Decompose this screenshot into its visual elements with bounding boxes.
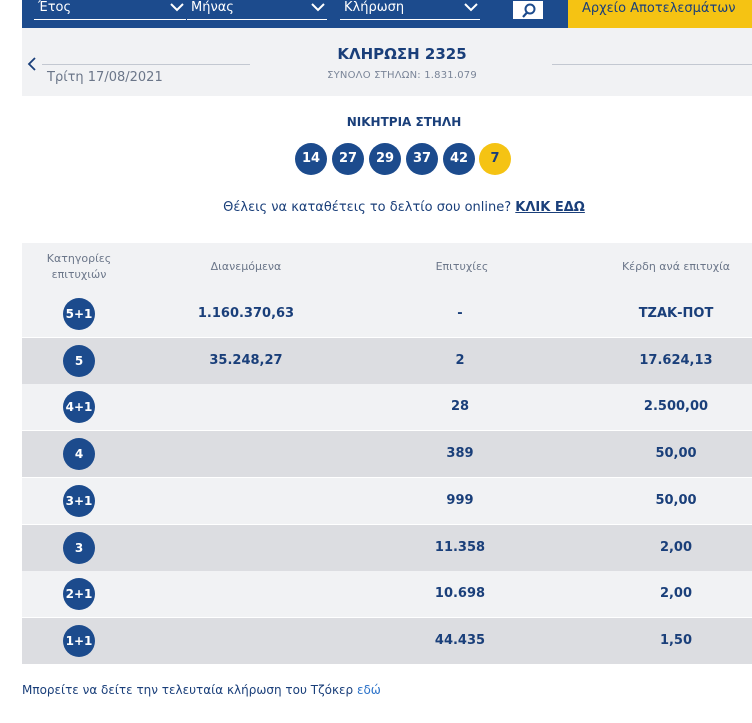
winners-value: 10.698 <box>434 586 486 601</box>
table-row <box>22 478 752 524</box>
header-winners: Επιτυχίες <box>435 260 489 273</box>
footer-note <box>22 683 381 697</box>
header-category: Κατηγορίες επιτυχιών <box>46 252 112 281</box>
table-row <box>22 431 752 477</box>
year-select[interactable] <box>34 0 186 20</box>
year-select-label: Έτος <box>38 0 72 15</box>
search-button[interactable] <box>512 0 544 20</box>
online-betting-prompt <box>0 200 752 215</box>
table-row <box>22 618 752 664</box>
draw-select-label: Κλήρωση <box>344 0 405 15</box>
winning-column-label: ΝΙΚΗΤΡΙΑ ΣΤΗΛΗ <box>346 115 462 129</box>
total-columns: ΣΥΝΟΛΟ ΣΤΗΛΩΝ: 1.831.079 <box>327 70 477 81</box>
category-badge: 1+1 <box>63 625 95 657</box>
prize-value: 2,00 <box>659 586 693 601</box>
prize-value: 50,00 <box>655 446 697 461</box>
category-badge: 5 <box>63 345 95 377</box>
winning-number-ball: 14 <box>295 143 327 175</box>
divider <box>552 64 752 65</box>
prize-value: 1,50 <box>659 633 693 648</box>
table-row <box>22 384 752 430</box>
results-archive-button[interactable]: Αρχείο Αποτελεσμάτων <box>568 0 752 28</box>
table-row <box>22 291 752 337</box>
category-badge: 4 <box>63 438 95 470</box>
winners-value: 28 <box>450 399 470 414</box>
winning-number-ball: 42 <box>443 143 475 175</box>
header-prize: Κέρδη ανά επιτυχία <box>621 260 731 273</box>
winners-value: 999 <box>446 493 474 508</box>
category-badge: 5+1 <box>63 298 95 330</box>
table-row <box>22 571 752 617</box>
category-badge: 3 <box>63 532 95 564</box>
distributed-value: 35.248,27 <box>209 353 283 368</box>
prize-value: 2,00 <box>659 540 693 555</box>
online-betting-text: Θέλεις να καταθέτεις το δελτίο σου online? <box>223 200 512 215</box>
header-distributed: Διανεμόμενα <box>210 260 282 273</box>
winners-value: 44.435 <box>434 633 486 648</box>
winning-number-ball: 27 <box>332 143 364 175</box>
draw-header <box>22 28 752 96</box>
category-badge: 3+1 <box>63 485 95 517</box>
draw-title: ΚΛΗΡΩΣΗ 2325 <box>337 45 467 63</box>
winning-number-ball: 37 <box>406 143 438 175</box>
winners-value: - <box>457 306 463 321</box>
prize-value: 17.624,13 <box>639 353 713 368</box>
winners-value: 389 <box>446 446 474 461</box>
table-row <box>22 525 752 571</box>
month-select-label: Μήνας <box>191 0 234 15</box>
click-here-link[interactable]: ΚΛΙΚ ΕΔΩ <box>515 200 585 215</box>
winning-number-ball: 29 <box>369 143 401 175</box>
distributed-value: 1.160.370,63 <box>197 306 295 321</box>
draw-select[interactable] <box>340 0 480 20</box>
top-filter-bar <box>22 0 752 28</box>
month-select[interactable] <box>187 0 327 20</box>
category-badge: 4+1 <box>63 391 95 423</box>
prize-value: 2.500,00 <box>643 399 709 414</box>
prize-value: ΤΖΑΚ-ΠΟΤ <box>638 306 714 321</box>
prize-value: 50,00 <box>655 493 697 508</box>
table-row <box>22 338 752 384</box>
table-header <box>22 243 752 291</box>
footer-here-link[interactable]: εδώ <box>356 683 381 697</box>
chevron-down-icon <box>170 2 184 12</box>
winners-value: 11.358 <box>434 540 486 555</box>
divider <box>42 64 250 65</box>
joker-number-ball: 7 <box>479 143 511 175</box>
winners-value: 2 <box>455 353 465 368</box>
winning-numbers <box>295 143 525 176</box>
draw-date: Τρίτη 17/08/2021 <box>47 70 163 85</box>
footer-text: Μπορείτε να δείτε την τελευταία κλήρωση του Τζόκερ <box>22 683 354 697</box>
chevron-down-icon <box>311 2 325 12</box>
chevron-down-icon <box>464 2 478 12</box>
search-icon <box>521 3 537 19</box>
category-badge: 2+1 <box>63 578 95 610</box>
